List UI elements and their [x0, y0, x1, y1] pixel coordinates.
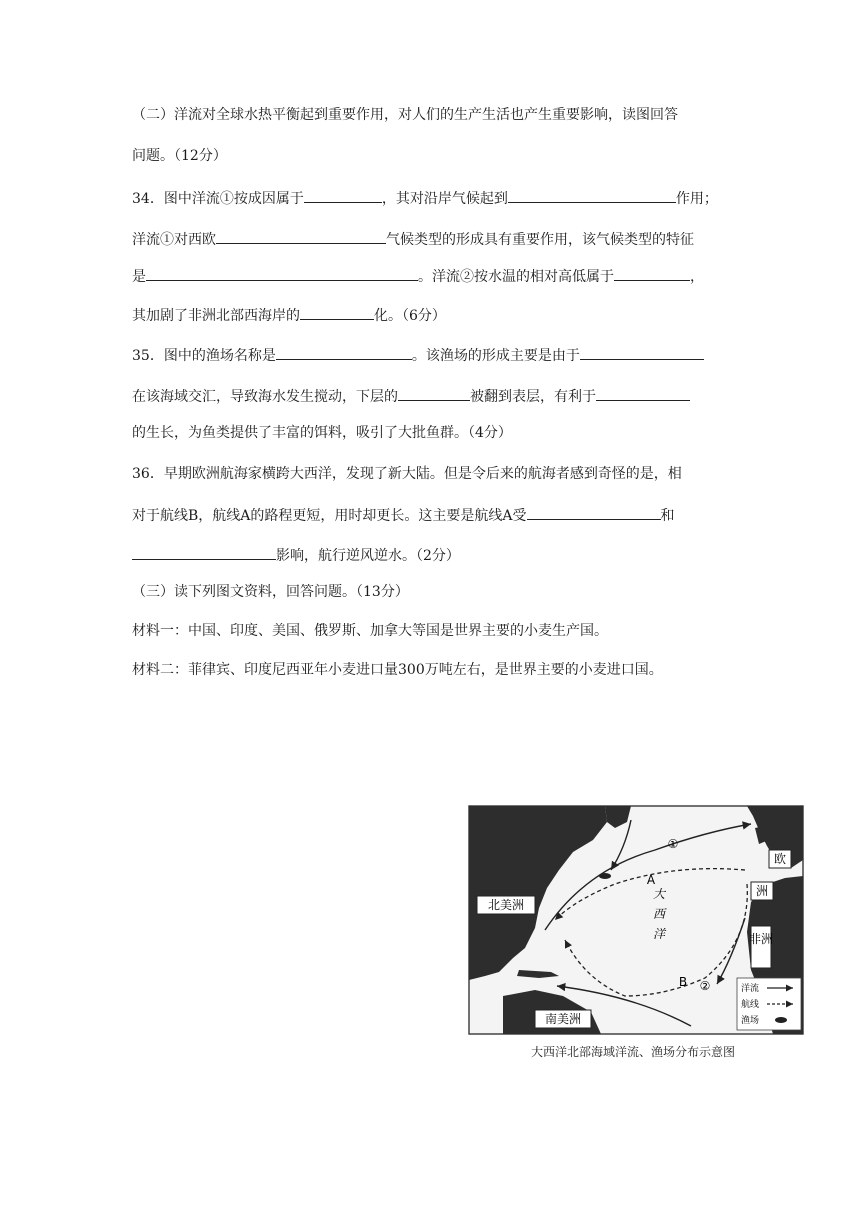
- route-b-label: B: [678, 975, 688, 989]
- q35-text-c: 在该海域交汇，导致海水发生搅动，下层的: [132, 389, 398, 405]
- q36-line3: [132, 545, 460, 565]
- q34-blank-1[interactable]: [304, 188, 382, 203]
- route-a-label: A: [646, 873, 656, 887]
- material2-text: 材料二：菲律宾、印度尼西亚年小麦进口量300万吨左右，是世界主要的小麦进口国。: [132, 662, 663, 678]
- q36-line1: [132, 465, 682, 483]
- atlantic-map-figure: [455, 800, 811, 1068]
- section3-title: （三）读下列图文资料，回答问题。（13分）: [132, 584, 409, 600]
- q35-blank-1[interactable]: [276, 345, 412, 360]
- q35-line2: [132, 386, 690, 406]
- section2-intro-line2: [132, 147, 227, 165]
- q35-text-b: 。该渔场的形成主要是由于: [411, 348, 580, 364]
- q34-blank-2[interactable]: [508, 188, 676, 203]
- q35-line1: [132, 345, 704, 365]
- fishery-icon: [599, 873, 611, 879]
- atlantic-label-2: 西: [652, 907, 666, 921]
- q34-text-e: 气候类型的形成具有重要作用，该气候类型的特征: [386, 232, 694, 248]
- south-america-label: 南美洲: [544, 1012, 582, 1026]
- atlantic-label-3: 洋: [652, 927, 666, 941]
- map-caption: 大西洋北部海域洋流、渔场分布示意图: [530, 1045, 735, 1059]
- legend-fishery-icon: [775, 1017, 787, 1023]
- material1-text: 材料一：中国、印度、美国、俄罗斯、加拿大等国是世界主要的小麦生产国。: [132, 623, 608, 639]
- q36-text-d: 影响，航行逆风逆水。（2分）: [276, 548, 460, 564]
- africa-label: [749, 931, 773, 946]
- section2-intro-line1: [132, 106, 678, 124]
- q36-line2: [132, 505, 675, 525]
- section3-title-line: [132, 583, 409, 601]
- q34-text-b: ，其对沿岸气候起到: [381, 191, 508, 207]
- q36-text-b: 对于航线B，航线A的路程更短，用时却更长。这主要是航线A受: [132, 508, 527, 524]
- q34-line3: [132, 266, 704, 286]
- q34-line2: [132, 229, 694, 249]
- legend-current-label: 洋流: [741, 984, 760, 994]
- q34-text-j: 化。（6分）: [374, 308, 446, 324]
- section2-intro-text: （二）洋流对全球水热平衡起到重要作用，对人们的生产生活也产生重要影响，读图回答: [132, 107, 678, 123]
- legend-route-label: 航线: [741, 1000, 760, 1010]
- q34-blank-6[interactable]: [300, 305, 374, 320]
- q34-text-d: 洋流①对西欧: [132, 232, 216, 248]
- q34-blank-3[interactable]: [216, 229, 386, 244]
- q34-text-g: 。洋流②按水温的相对高低属于: [418, 269, 614, 285]
- q35-text-d: 被翻到表层，有利于: [470, 389, 596, 405]
- q34-text-h: ，: [690, 269, 704, 285]
- q36-text-a: 36．早期欧洲航海家横跨大西洋，发现了新大陆。但是令后来的航海者感到奇怪的是，相: [132, 466, 682, 482]
- q35-blank-4[interactable]: [596, 386, 690, 401]
- q34-text-c: 作用；: [675, 191, 718, 207]
- q34-line4: [132, 305, 446, 325]
- q35-text-e: 的生长，为鱼类提供了丰富的饵料，吸引了大批鱼群。（4分）: [132, 425, 512, 441]
- atlantic-label-1: 大: [652, 887, 666, 901]
- q35-text-a: 35．图中的渔场名称是: [132, 348, 276, 364]
- q36-blank-1[interactable]: [527, 505, 661, 520]
- europe-label-2: 洲: [755, 884, 769, 898]
- q35-blank-3[interactable]: [398, 386, 470, 401]
- atlantic-map: [455, 800, 811, 1040]
- q36-text-c: 和: [660, 508, 675, 524]
- q34-text-i: 其加剧了非洲北部西海岸的: [132, 308, 300, 324]
- legend-fishery-label: 渔场: [741, 1016, 760, 1026]
- africa-label-text: 非洲: [748, 932, 774, 946]
- q35-blank-2[interactable]: [580, 345, 704, 360]
- current-2-label: ②: [699, 979, 711, 993]
- q34-line1: [132, 188, 718, 208]
- q34-blank-4[interactable]: [146, 266, 418, 281]
- material2-line: [132, 661, 663, 679]
- q34-text-f: 是: [132, 269, 146, 285]
- q35-line3: [132, 424, 512, 442]
- europe-label-1: 欧: [773, 852, 787, 866]
- q34-text-a: 34．图中洋流①按成因属于: [132, 191, 304, 207]
- material1-line: [132, 622, 608, 640]
- q34-blank-5[interactable]: [614, 266, 690, 281]
- section2-intro-score: 问题。（12分）: [132, 148, 227, 164]
- q36-blank-2[interactable]: [132, 545, 276, 560]
- north-america-label: 北美洲: [487, 898, 525, 912]
- current-1-label: ①: [667, 837, 679, 851]
